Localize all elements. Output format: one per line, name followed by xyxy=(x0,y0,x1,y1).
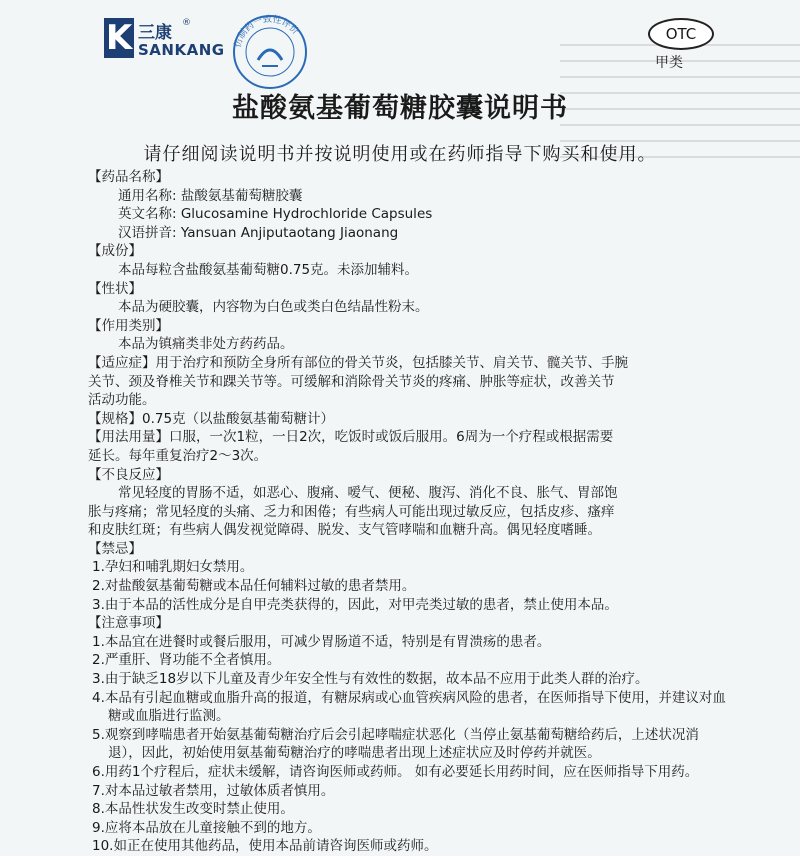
generic-name: 通用名称: 盐酸氨基葡萄糖胶囊 xyxy=(118,187,303,204)
otc-badge: OTC xyxy=(648,18,714,50)
list-item: 8.本品性状发生改变时禁止使用。 xyxy=(92,801,294,818)
svg-text:仿制药一致性评价 xyxy=(231,13,301,49)
list-item: 2.严重肝、肾功能不全者慎用。 xyxy=(92,652,281,669)
document-subtitle: 请仔细阅读说明书并按说明使用或在药师指导下购买和使用。 xyxy=(143,144,657,165)
list-item: 7.对本品过敏者禁用，过敏体质者慎用。 xyxy=(92,782,335,799)
list-item: 5.观察到哮喘患者开始氨基葡萄糖治疗后会引起哮喘症状恶化（当停止氨基葡萄糖给药后，上述状况消退），因此，初始使用氨基葡萄糖治疗的哮喘患者出现上述症状应及时停药并就医。 xyxy=(92,726,699,762)
adverse-line-2: 胀与疼痛；常见轻度的头痛、乏力和困倦；有些病人可能出现过敏反应，包括皮疹、瘙痒 xyxy=(88,503,615,520)
otc-category: 甲类 xyxy=(655,55,683,71)
dosage-line-1: 口服，一次1粒，一日2次，吃饭时或饭后服用。6周为一个疗程或根据需要 xyxy=(169,429,614,446)
list-item: 2.对盐酸氨基葡萄糖或本品任何辅料过敏的患者禁用。 xyxy=(92,578,416,595)
list-item: 1.本品宜在进餐时或餐后服用，可减少胃肠道不适，特别是有胃溃疡的患者。 xyxy=(92,633,551,650)
list-item: 3.由于缺乏18岁以下儿童及青少年安全性与有效性的数据，故本品不应用于此类人群的治疗。 xyxy=(92,671,649,688)
registered-mark: ® xyxy=(182,18,191,28)
dosage-section xyxy=(88,428,728,447)
seal-text: 仿制药一致性评价 xyxy=(233,14,301,49)
contraindications-list xyxy=(88,558,728,614)
drug-name-heading: 【药品名称】 xyxy=(88,169,169,185)
english-name: 英文名称: Glucosamine Hydrochloride Capsules xyxy=(118,206,433,223)
indications-line-2: 关节、颈及脊椎关节和踝关节等。可缓解和消除骨关节炎的疼痛、肿胀等症状，改善关节 xyxy=(88,373,615,390)
specification-text: 0.75克（以盐酸氨基葡萄糖计） xyxy=(142,410,335,427)
dosage-line-2: 延长。每年重复治疗2～3次。 xyxy=(88,447,268,464)
logo-english-name: SANKANG xyxy=(138,41,225,59)
leaflet-body xyxy=(88,168,728,856)
specification-heading: 【规格】 xyxy=(88,410,142,427)
list-item: 10.如正在使用其他药品，使用本品前请咨询医师或药师。 xyxy=(92,838,438,855)
list-item: 9.应将本品放在儿童接触不到的地方。 xyxy=(92,819,321,836)
adverse-heading: 【不良反应】 xyxy=(88,466,169,483)
list-item: 6.用药1个疗程后，症状未缓解，请咨询医师或药师。 如有必要延长用药时间，应在医师指导下用药。 xyxy=(92,764,699,780)
consistency-evaluation-seal-icon xyxy=(228,8,312,92)
category-text: 本品为镇痛类非处方药药品。 xyxy=(118,336,294,353)
list-item: 1.孕妇和哺乳期妇女禁用。 xyxy=(92,559,254,576)
description-heading: 【性状】 xyxy=(88,280,142,297)
indications-line-1: 用于治疗和预防全身所有部位的骨关节炎，包括膝关节、肩关节、髋关节、手腕 xyxy=(155,354,628,371)
adverse-line-3: 和皮肤红斑；有些病人偶发视觉障碍、脱发、支气管哮喘和血糖升高。偶见轻度嗜睡。 xyxy=(88,522,601,539)
logo-k-mark: K xyxy=(105,18,133,58)
precautions-heading: 【注意事项】 xyxy=(88,615,169,632)
indications-section xyxy=(88,354,728,373)
logo-chinese-name: 三康 xyxy=(138,23,172,43)
precautions-list xyxy=(88,633,728,856)
indications-line-3: 活动功能。 xyxy=(88,392,156,409)
list-item: 4.本品有引起血糖或血脂升高的报道，有糖尿病或心血管疾病风险的患者，在医师指导下使用，并建议对血糖或血脂进行监测。 xyxy=(92,689,726,725)
category-heading: 【作用类别】 xyxy=(88,317,169,334)
indications-heading: 【适应症】 xyxy=(88,354,156,371)
specification-section xyxy=(88,410,728,429)
pinyin-name: 汉语拼音: Yansuan Anjiputaotang Jiaonang xyxy=(118,224,399,241)
dosage-heading: 【用法用量】 xyxy=(88,429,169,446)
composition-heading: 【成份】 xyxy=(88,243,142,260)
adverse-line-1: 常见轻度的胃肠不适，如恶心、腹痛、嗳气、便秘、腹泻、消化不良、胀气、胃部饱 xyxy=(118,485,618,502)
description-text: 本品为硬胶囊，内容物为白色或类白色结晶性粉末。 xyxy=(118,299,429,316)
list-item: 3.由于本品的活性成分是自甲壳类获得的，因此，对甲壳类过敏的患者，禁止使用本品。 xyxy=(92,596,618,613)
sankang-logo xyxy=(104,18,225,60)
composition-text: 本品每粒含盐酸氨基葡萄糖0.75克。未添加辅料。 xyxy=(118,261,419,278)
document-title: 盐酸氨基葡萄糖胶囊说明书 xyxy=(232,93,568,124)
contraindications-heading: 【禁忌】 xyxy=(88,540,142,557)
